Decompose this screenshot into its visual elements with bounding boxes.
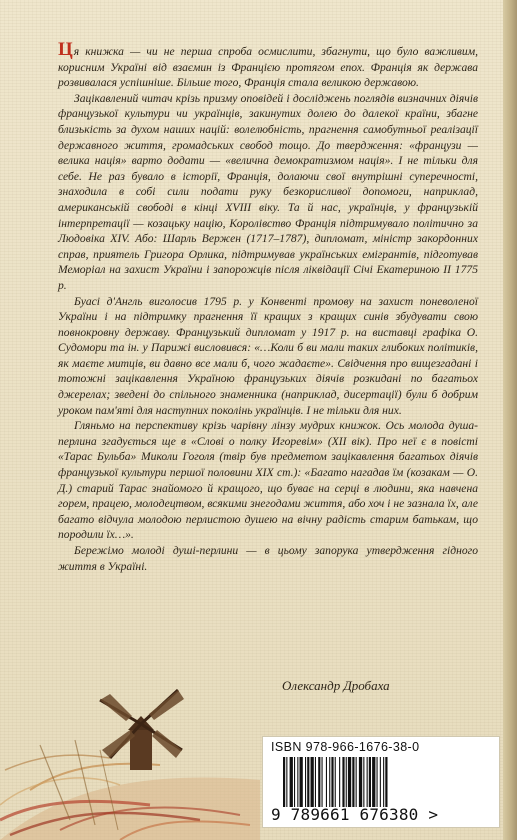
barcode-bar (363, 757, 364, 807)
barcode-bar (359, 757, 362, 807)
barcode-bar (352, 757, 354, 807)
barcode-bar (342, 757, 344, 807)
barcode-bar (311, 757, 314, 807)
barcode-bar (346, 757, 347, 807)
windmill (100, 690, 184, 770)
barcode-bar (318, 757, 320, 807)
barcode-bar (286, 757, 287, 807)
barcode-bar (300, 757, 303, 807)
paragraph-2: Зацікавлений читач крізь призму оповідей і досліджень поглядів визначних діячів французької культури чи українців, закинутих долею до далекої країни, збагне близькість за духом наших націй: волелюбність, прагнення самобутньої реалізації державного життя, громадських свобод тощо. До твердження: «французи — велика нація» варто додати — «велична демократизмом нація». І не тільки для себе. Не раз бувало в історії, Франція, долаючи свої внутрішні суперечності, знаходила в собі сили подати руку безкорисливої допомоги, наприклад, американській свободі в кінці XVIII віку. Та й нас, українців, у французькій інтерпретації — козацьку націю, Королівство Франція підтримувало політично за Людовіка XIV. Або: Шарль Вержен (1717–1787), дипломат, міністр закордонних справ, приятель Григора Орлика, підтримував українських емігрантів, підготував Меморіал на захист України і запорожців після ліквідації Січі Екатериною II 1775 р. (58, 91, 478, 292)
barcode-bar (369, 757, 371, 807)
barcode-bar (294, 757, 295, 807)
barcode-digits: 9 789661 676380 > (271, 805, 439, 824)
barcode-bar (290, 757, 293, 807)
barcode-bar (305, 757, 306, 807)
barcode-bar (356, 757, 357, 807)
barcode-bar (380, 757, 381, 807)
barcode-bar (329, 757, 330, 807)
isbn-barcode (262, 736, 500, 828)
barcode-bar (383, 757, 384, 807)
paragraph-5: Бережімо молоді душі-перлини — в цьому запорука утвердження гідного життя в Україні. (58, 544, 478, 573)
barcode-bar (348, 757, 351, 807)
barcode-bar (339, 757, 340, 807)
paragraph-1: Ця книжка — чи не перша спроба осмислити, збагнути, що було важливим, корисним Україні від взаємин із Францією протягом епох. Франція як держава розвивалася успішніше. Більше того, Франція стала великою державою. (58, 39, 478, 90)
barcode-bars (283, 757, 483, 807)
drop-cap: Ц (58, 39, 73, 60)
barcode-bar (283, 757, 285, 807)
barcode-bar (367, 757, 368, 807)
isbn-number: ISBN 978-966-1676-38-0 (271, 740, 420, 754)
barcode-bar (315, 757, 316, 807)
barcode-bar (385, 757, 387, 807)
paragraph-3: Буасі д'Англь виголосив 1795 р. у Конвенті промову на захист поневоленої України і на підтримку прагнення її кращих з кращих синів збудувати свою повнокровну державу. Французький дипломат у 1917 р. на виставці графіка О. Судомори та ін. у Парижі висловився: «…Коли б ви мали таких глибоких політиків, як маєте митців, ви давно все мали б, чого жадаєте». Свідчення про вищезгадані і тотожні зацікавлення Україною французьких діячів розкидані по багатьох джерелах; зведені до спільного знаменника (наприклад, дисертації) були б добрим уроком пам'яті для наступних поколінь українців. І не тільки для них. (58, 294, 478, 417)
barcode-bar (335, 757, 336, 807)
barcode-bar (307, 757, 309, 807)
author-signature: Олександр Дробаха (282, 678, 390, 693)
barcode-bar (331, 757, 333, 807)
barcode-bar (372, 757, 375, 807)
paragraph-4: Гляньмо на перспективу крізь чарівну лінзу мудрих книжок. Ось молода душа-перлина згадується ще в «Слові о полку Игоревім» (XII вік). Про неї є в повісті «Тарас Бульба» Миколи Гоголя (твір був предметом зацікавлення багатьох діячів французької культури першої половини XIX ст.): «Багато нагадав їм (козакам — О. Д.) старий Тарас знайомого й кращого, що буває на серці в людини, яка навчена горем, працею, молодецтвом, всякими знегодами життя, або хоч і не зазнала їх, але багато відчула молодою перлистою душею на вічну радість старим батькам, що породили їх…». (58, 419, 478, 542)
barcode-bar (322, 757, 323, 807)
annotation-text (58, 39, 478, 574)
barcode-bar (326, 757, 327, 807)
barcode-bar (377, 757, 378, 807)
barcode-bar (297, 757, 298, 807)
